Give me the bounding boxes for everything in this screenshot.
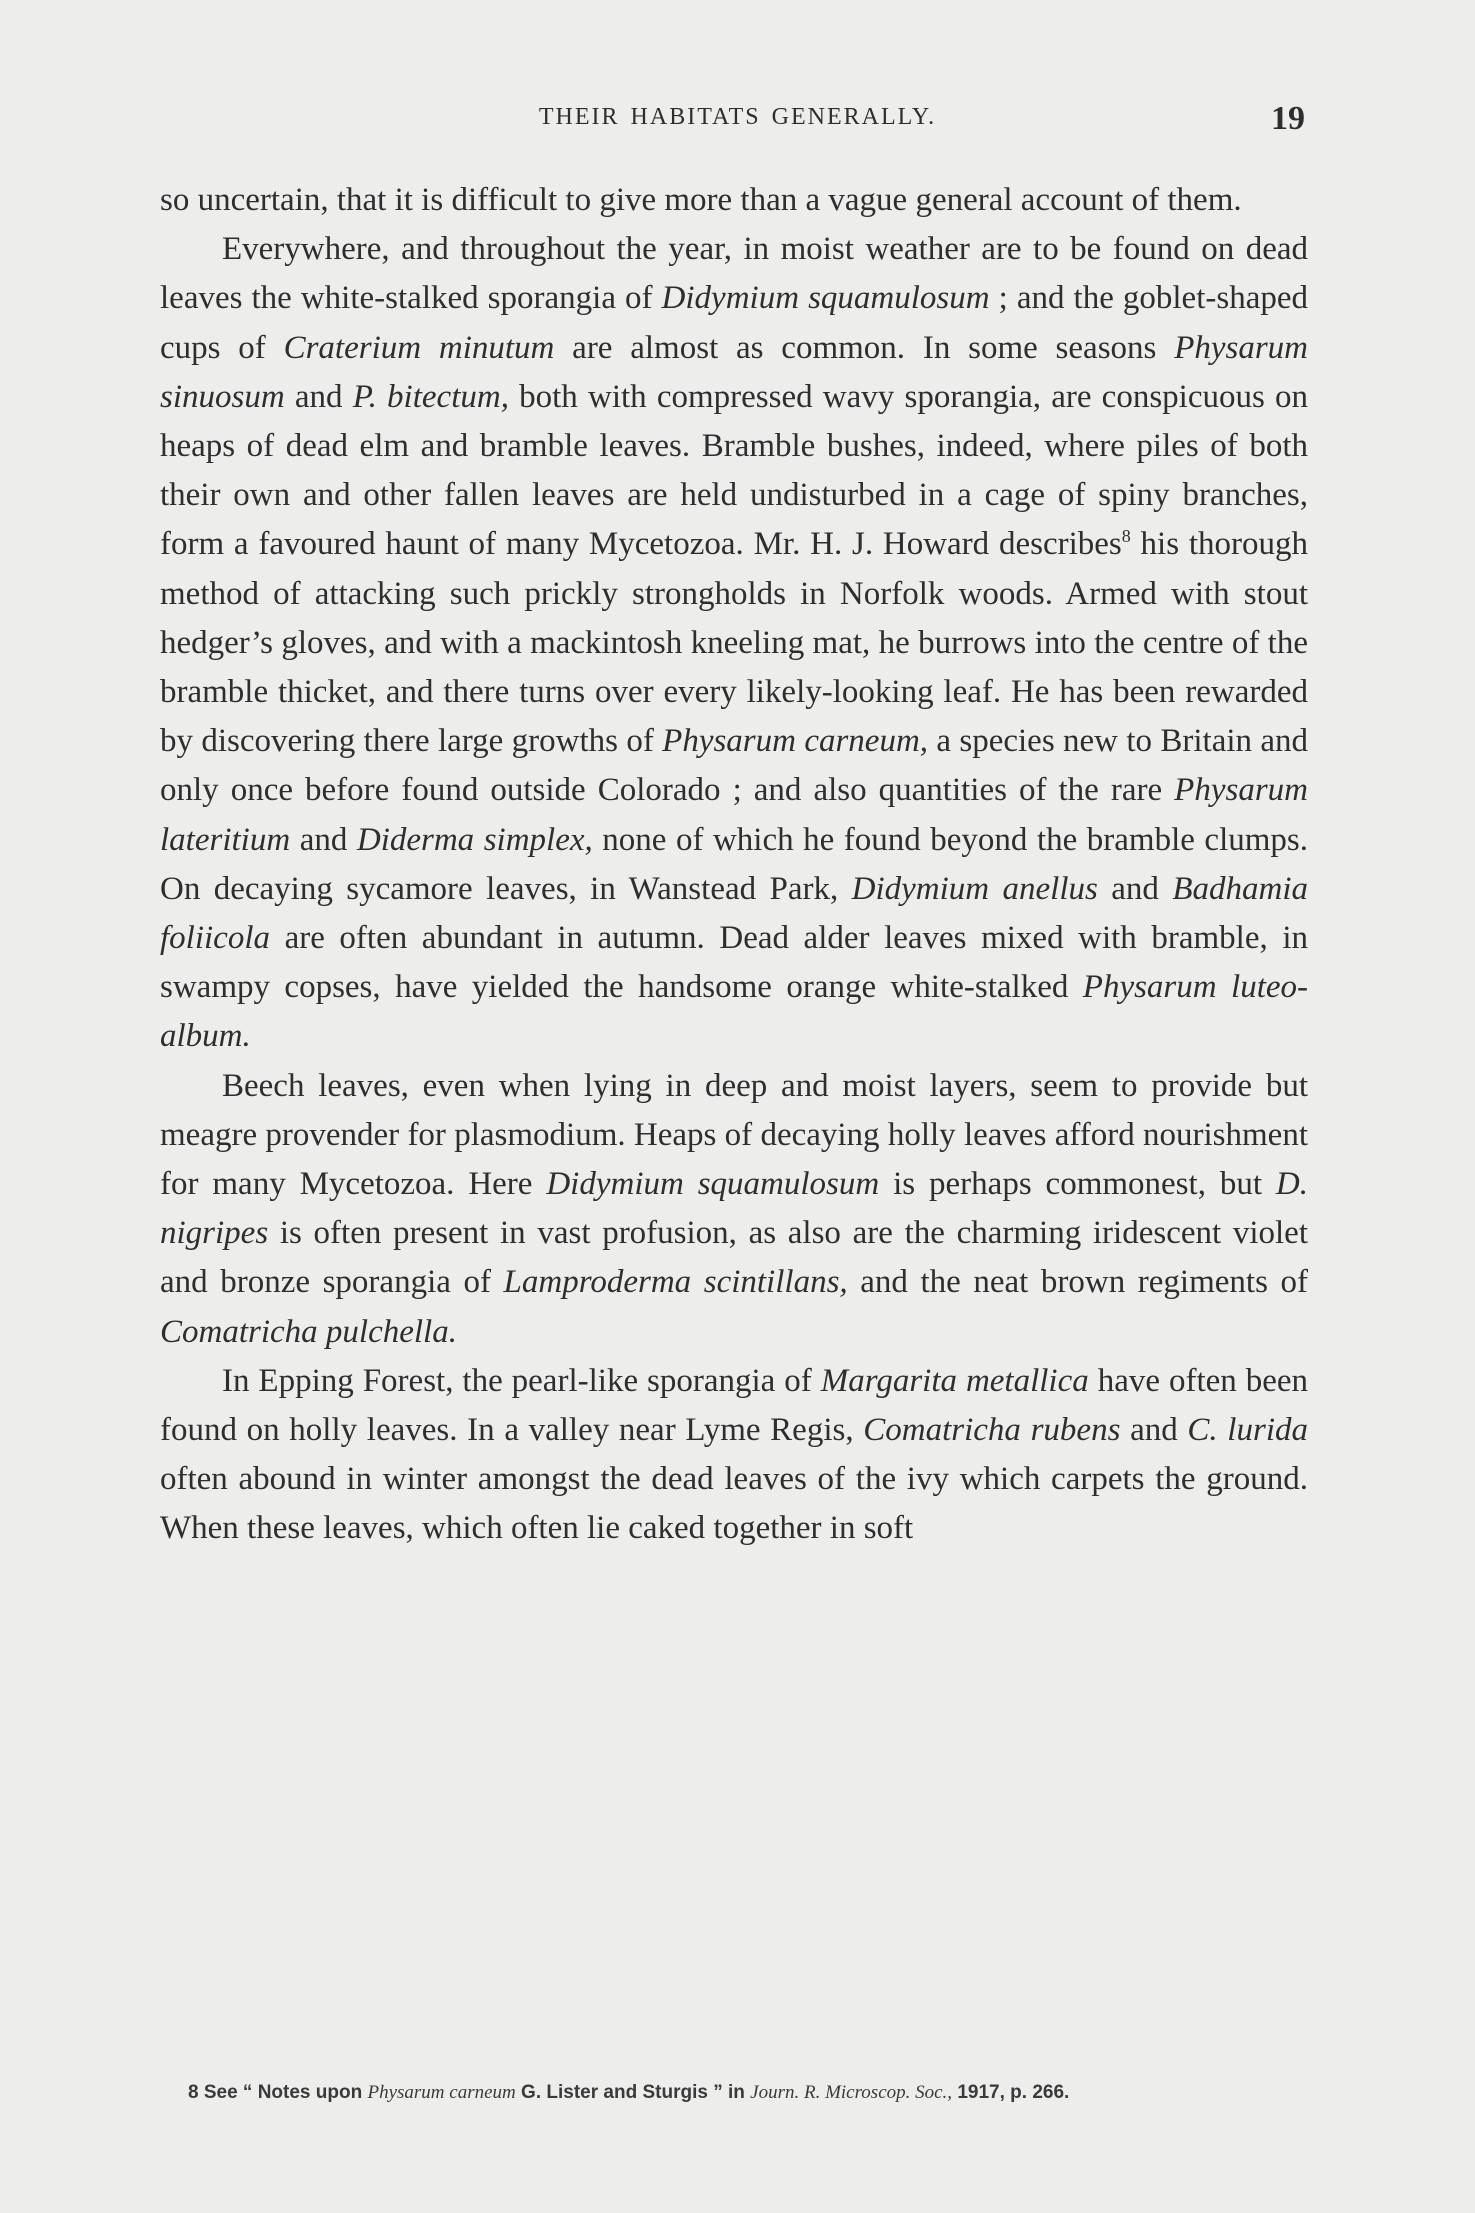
text-run: Everywhere, and throughout the year, in moist weather are to be found on dead leaves the white-stalked sporangia of [160, 231, 1308, 317]
text-run: have often been found on holly leaves. In a valley near Lyme Regis, [160, 1362, 1308, 1449]
running-head-title: THEIR HABITATS GENERALLY. [538, 104, 937, 130]
species-name: Lamproderma scintillans, [503, 1264, 848, 1301]
species-name: Physarum luteo-album. [160, 969, 1309, 1055]
text-run: ; and the goblet-shaped cups of [160, 280, 1309, 366]
text-run: is often present in vast profusion, as also are the charming iridescent violet and bronze sporangia of [160, 1215, 1308, 1301]
footnote-ref: 8 [1121, 526, 1131, 547]
body-text [160, 176, 1308, 1554]
species-name: D. nigripes [160, 1166, 1308, 1252]
paragraph [160, 176, 1308, 225]
species-name: Margarita metallica [820, 1362, 1089, 1399]
species-name: P. bitectum, [352, 378, 509, 415]
species-name: Diderma simplex, [356, 821, 593, 858]
text-run: In Epping Forest, the pearl-like sporangia of [222, 1362, 821, 1399]
text-run: and [1097, 870, 1173, 907]
species-name: Didymium squamulosum [546, 1166, 880, 1203]
text-run: often abound in winter amongst the dead leaves of the ivy which carpets the ground. When these leaves, which often lie caked together in soft [160, 1461, 1308, 1547]
species-name: Journ. R. Microscop. Soc., [750, 2082, 953, 2103]
text-run: and the neat brown regiments of [847, 1264, 1308, 1301]
text-run: 8 See “ Notes upon [188, 2082, 368, 2103]
species-name: Comatricha pulchella. [160, 1313, 457, 1350]
footnote-text [160, 2080, 1310, 2105]
text-run: both with compressed wavy sporangia, are conspicuous on heaps of dead elm and bramble leaves. Bramble bushes, indeed, where piles of both their own and other fallen leaves are held undisturbed in a cage of spiny branches, form a favoured haunt of many Mycetozoa. Mr. H. J. Howard describes [160, 378, 1309, 563]
paragraph [160, 225, 1308, 1061]
species-name: Craterium minutum [283, 329, 555, 366]
text-run: are often abundant in autumn. Dead alder leaves mixed with bramble, in swampy copses, have yielded the handsome orange white-stalked [160, 920, 1308, 1006]
page-number: 19 [1271, 100, 1305, 137]
species-name: Didymium anellus [851, 870, 1098, 907]
text-run: are almost as common. In some seasons [554, 329, 1175, 366]
text-run: and [290, 821, 357, 858]
paragraph [160, 1357, 1308, 1554]
species-name: Didymium squamulosum [661, 280, 990, 317]
text-run: G. Lister and Sturgis ” in [515, 2082, 751, 2103]
text-run: Beech leaves, even when lying in deep and moist layers, seem to provide but meagre provender for plasmodium. Heaps of decaying holly leaves afford nourishment for many Mycetozoa. Here [160, 1067, 1308, 1203]
text-run: and [1120, 1412, 1188, 1449]
species-name: Badhamia foliicola [160, 870, 1308, 957]
species-name: Physarum lateritium [160, 772, 1308, 858]
species-name: Physarum sinuosum [160, 329, 1309, 415]
species-name: Comatricha rubens [863, 1412, 1121, 1449]
species-name: Physarum carneum, [662, 723, 929, 760]
species-name: Physarum carneum [367, 2082, 516, 2103]
text-run: a species new to Britain and only once before found outside Colorado ; and also quantities of the rare [160, 723, 1308, 809]
footnote [160, 2080, 1310, 2105]
text-run: 1917, p. 266. [952, 2082, 1070, 2103]
text-run: is perhaps commonest, but [879, 1166, 1276, 1203]
text-run: his thorough method of attacking such prickly strongholds in Norfolk woods. Armed with stout hedger’s gloves, and with a mackintosh kneeling mat, he burrows into the centre of the bramble thicket, and there turns over every likely-looking leaf. He has been rewarded by discovering there large growths of [160, 526, 1308, 760]
text-run: and [284, 378, 353, 415]
species-name: C. lurida [1187, 1412, 1308, 1449]
paragraph [160, 1062, 1308, 1357]
running-head [160, 100, 1315, 144]
text-run: so uncertain, that it is difficult to give more than a vague general account of them. [160, 182, 1242, 218]
text-run: none of which he found beyond the bramble clumps. On decaying sycamore leaves, in Wanstead Park, [160, 821, 1308, 907]
